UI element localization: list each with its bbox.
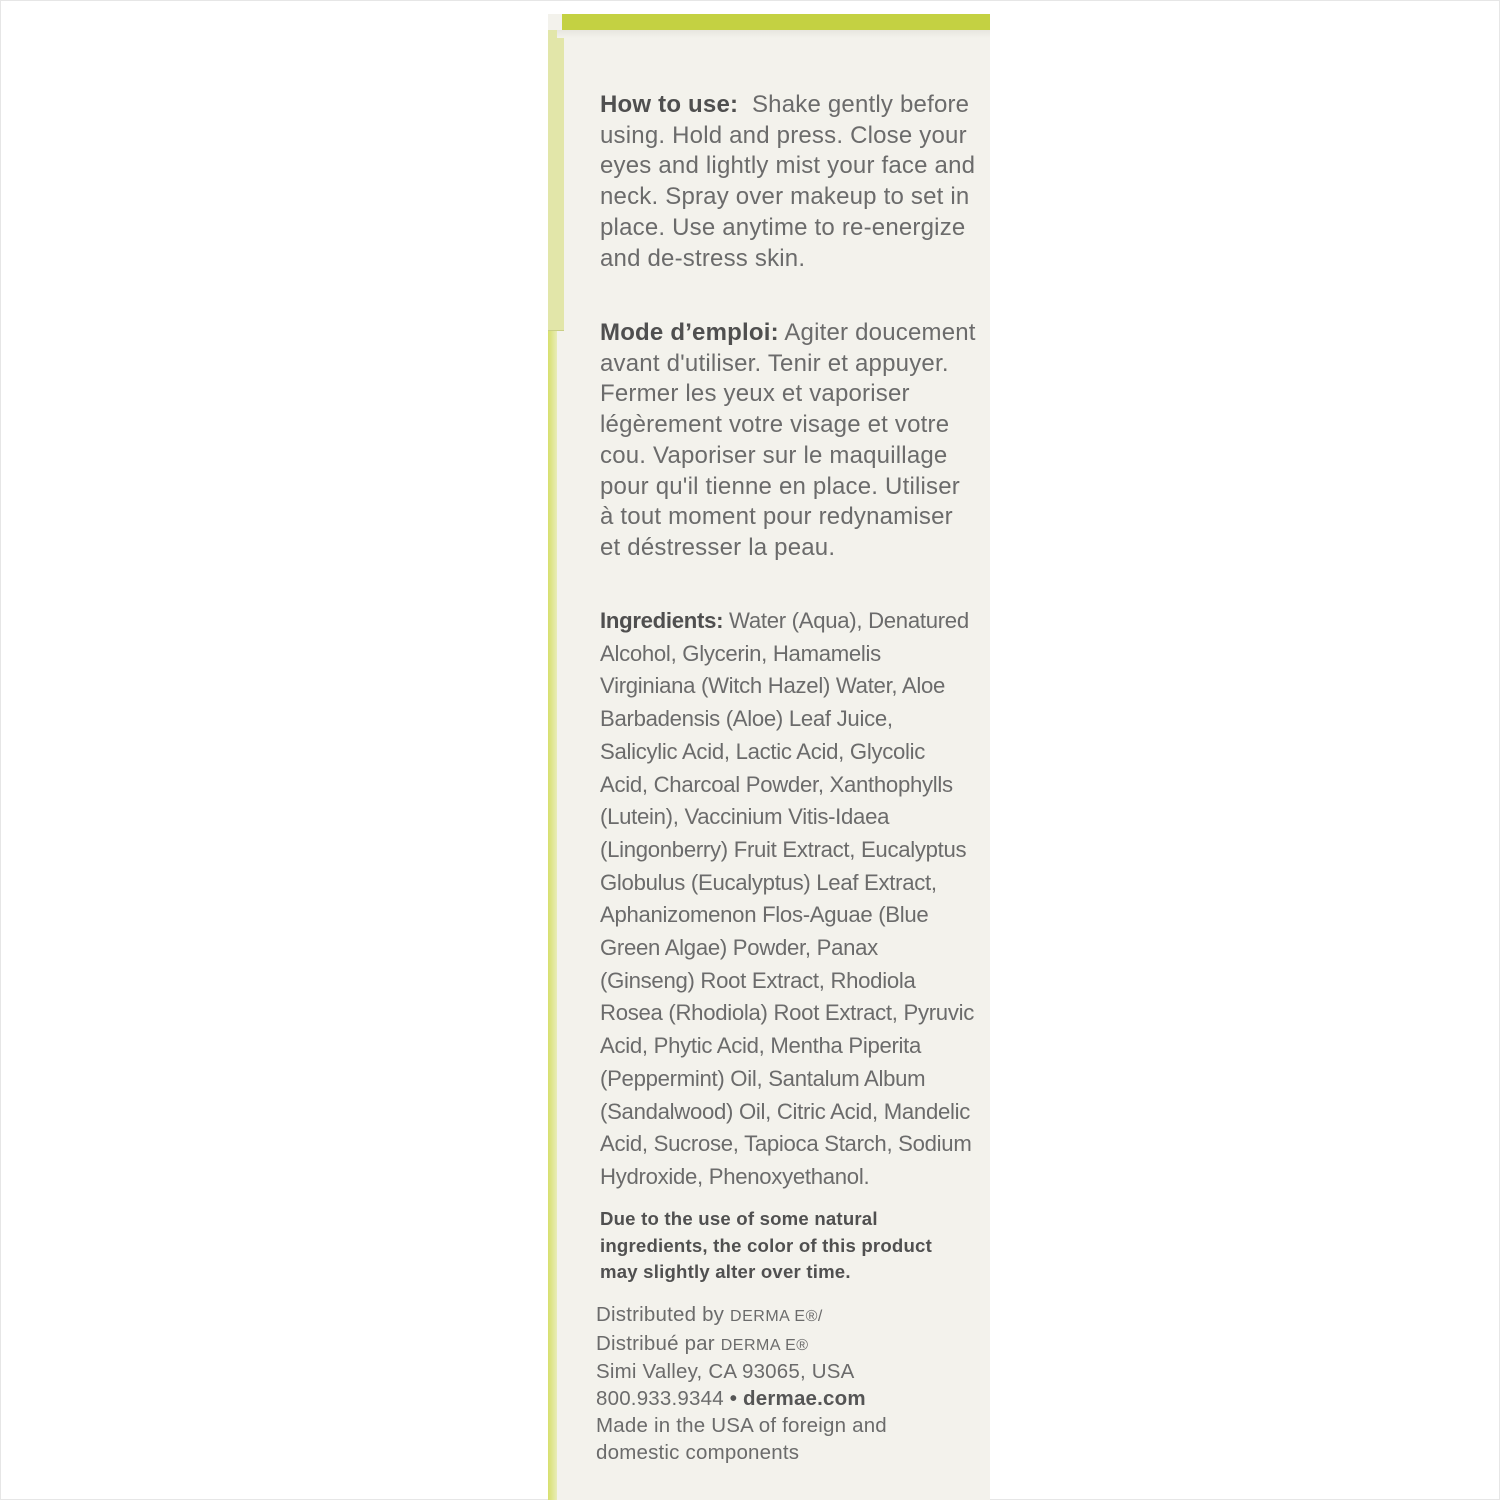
bullet-separator: • [729, 1387, 738, 1411]
how-to-use-heading: How to use: [600, 91, 739, 118]
ingredients-heading: Ingredients: [600, 608, 724, 633]
address: Simi Valley, CA 93065, USA [596, 1360, 855, 1384]
brand-name: DERMA E®/ [730, 1308, 823, 1325]
distributor-line-fr [596, 1331, 966, 1360]
mode-emploi-text: Agiter doucement avant d'utiliser. Tenir et appuyer. Fermer les yeux et vaporiser légèrement votre visage et votre cou. Vaporiser sur le maquillage pour qu'il tienne en place. Utiliser à tout moment pour redynamiser et déstresser la peau. [600, 319, 976, 561]
origin-statement: Made in the USA of foreign and domestic components [596, 1413, 887, 1464]
phone-number: 800.933.9344 [596, 1387, 724, 1411]
ingredients-text: Water (Aqua), Denatured Alcohol, Glycerin, Hamamelis Virginiana (Witch Hazel) Water, Aloe Barbadensis (Aloe) Leaf Juice, Salicylic Acid, Lactic Acid, Glycolic Acid, Charcoal Powder, Xanthophylls (Lutein), Vaccinium Vitis-Idaea (Lingonberry) Fruit Extract, Eucalyptus Globulus (Eucalyptus) Leaf Extract, Aphanizomenon Flos-Aguae (Blue Green Algae) Powder, Panax (Ginseng) Root Extract, Rhodiola Rosea (Rhodiola) Root Extract, Pyruvic Acid, Phytic Acid, Mentha Piperita (Peppermint) Oil, Santalum Album (Sandalwood) Oil, Citric Acid, Mandelic Acid, Sucrose, Tapioca Starch, Sodium Hydroxide, Phenoxyethanol. [600, 608, 975, 1189]
color-notice: Due to the use of some natural ingredients, the color of this product may slightly alter over time. [600, 1208, 932, 1282]
distributed-by-text: Distributed by [596, 1303, 725, 1326]
brand-name: DERMA E® [720, 1336, 809, 1354]
distributor-block [596, 1302, 966, 1466]
box-flap [548, 30, 564, 331]
distributor-line-en [596, 1302, 966, 1331]
ingredients-section [600, 605, 974, 1194]
how-to-use-section [600, 90, 980, 274]
website: dermae.com [743, 1387, 866, 1411]
mode-emploi-section [600, 318, 980, 564]
distribue-par-text: Distribué par [596, 1331, 715, 1355]
contact-line [596, 1386, 966, 1413]
box-top-shadow [557, 30, 990, 38]
mode-emploi-heading: Mode d’emploi: [600, 319, 779, 346]
how-to-use-text: Shake gently before using. Hold and press. Close your eyes and lightly mist your face and neck. Spray over makeup to set in place. Use anytime to re-energize and de-stress skin. [600, 91, 976, 272]
